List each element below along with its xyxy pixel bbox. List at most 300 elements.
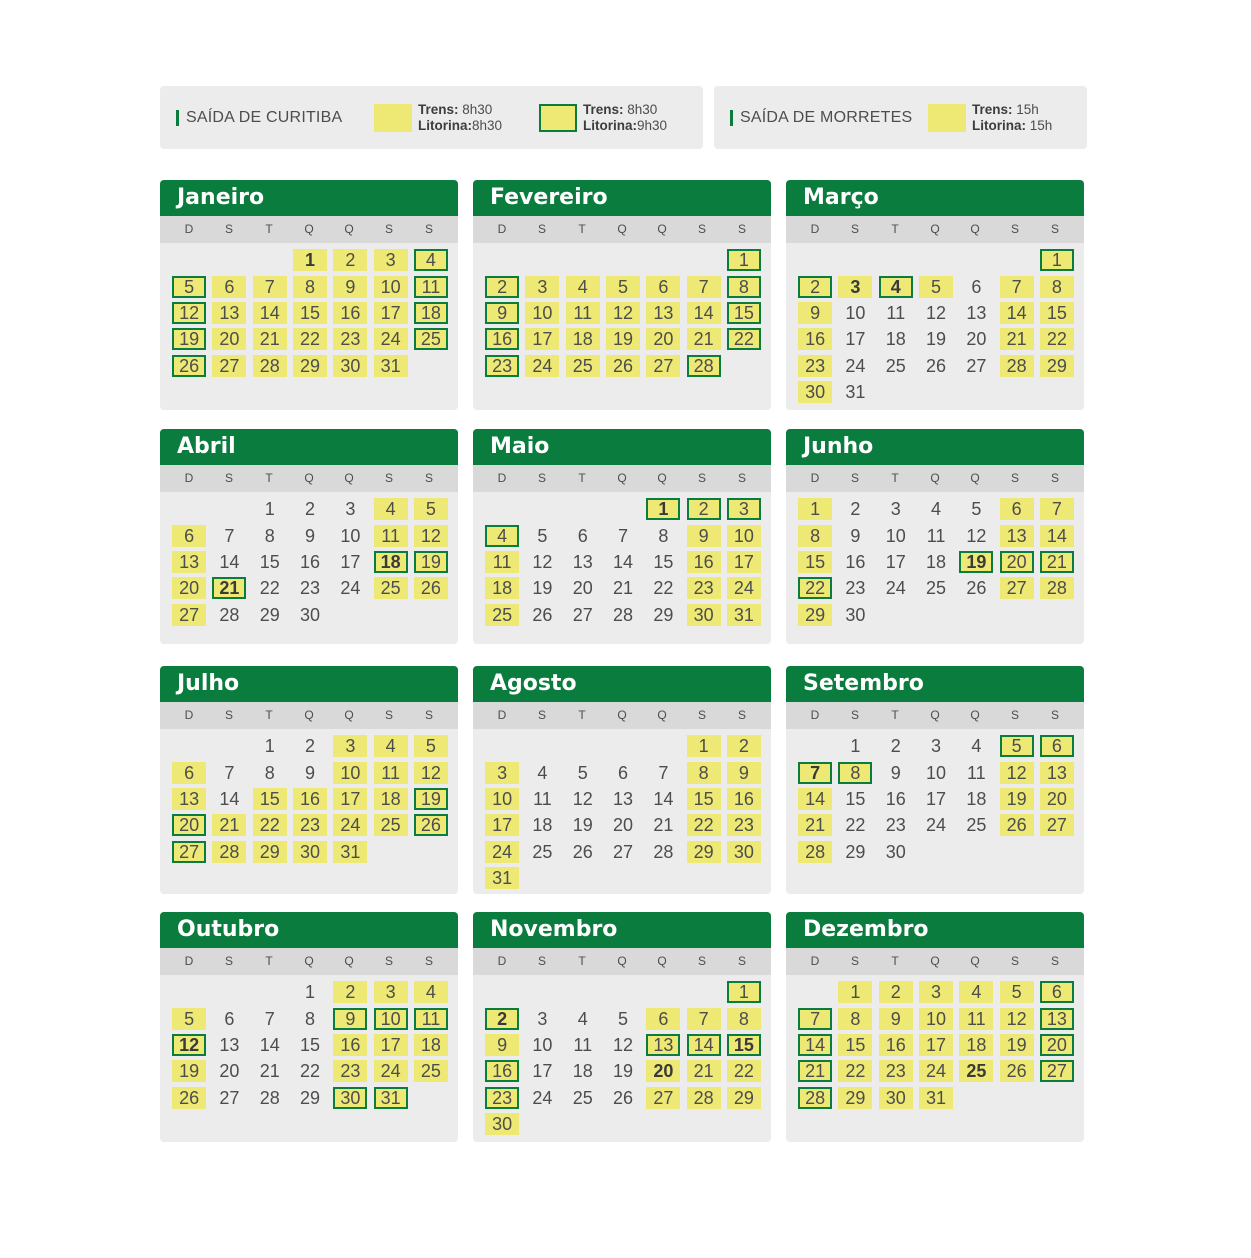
day-number: 4 [414, 981, 448, 1003]
day-cell [169, 549, 209, 575]
day-number: 3 [838, 276, 872, 298]
day-number: 19 [172, 328, 206, 350]
days-grid [786, 729, 1084, 865]
day-number: 27 [1040, 1060, 1074, 1082]
day-cell [250, 812, 290, 838]
day-cell [724, 549, 764, 575]
day-number: 11 [414, 1008, 448, 1030]
day-cell [996, 812, 1036, 838]
day-number: 28 [259, 1087, 280, 1108]
day-cell [1037, 575, 1077, 601]
day-number: 21 [1040, 551, 1074, 573]
day-number: 17 [374, 302, 408, 324]
month-title: Abril [160, 429, 458, 465]
day-cell [876, 575, 916, 601]
day-number: 12 [1000, 1008, 1034, 1030]
day-number: 20 [572, 578, 593, 599]
weekday-label: Q [657, 222, 667, 236]
weekday-label: Q [970, 471, 980, 485]
day-number: 13 [646, 1034, 680, 1056]
day-number: 21 [687, 1060, 721, 1082]
day-cell [795, 522, 835, 548]
day-cell [169, 326, 209, 352]
day-cell [169, 1032, 209, 1058]
day-cell [330, 1032, 370, 1058]
day-number: 14 [653, 788, 674, 809]
day-cell [482, 549, 522, 575]
day-cell [603, 273, 643, 299]
day-cell [290, 733, 330, 759]
day-cell [250, 575, 290, 601]
day-cell [916, 1032, 956, 1058]
day-number: 25 [959, 1060, 993, 1082]
day-number: 14 [1000, 302, 1034, 324]
day-number: 24 [727, 577, 761, 599]
day-cell [876, 1085, 916, 1111]
day-number: 10 [333, 762, 367, 784]
day-cell [330, 326, 370, 352]
day-cell [724, 979, 764, 1005]
day-cell [916, 1005, 956, 1031]
day-number: 10 [374, 276, 408, 298]
day-cell [1037, 759, 1077, 785]
day-cell [643, 786, 683, 812]
weekday-label: S [850, 471, 859, 485]
day-number: 9 [485, 1034, 519, 1056]
day-cell [603, 353, 643, 379]
empty-cell [603, 733, 643, 759]
day-number: 13 [212, 302, 246, 324]
day-cell [169, 812, 209, 838]
day-number: 17 [727, 551, 761, 573]
day-number: 15 [1040, 302, 1074, 324]
day-cell [522, 1005, 562, 1031]
weekday-label: D [184, 708, 194, 722]
day-cell [522, 353, 562, 379]
day-cell [835, 602, 875, 628]
weekday-label: T [891, 954, 899, 968]
day-number: 3 [374, 249, 408, 271]
weekday-label: S [1050, 222, 1059, 236]
month-card-fevereiro [473, 180, 771, 410]
day-cell [996, 522, 1036, 548]
day-cell [603, 326, 643, 352]
day-cell [795, 326, 835, 352]
day-cell [724, 1032, 764, 1058]
day-number: 9 [333, 1008, 367, 1030]
day-number: 18 [926, 551, 947, 572]
day-number: 4 [537, 762, 548, 783]
weekday-label: D [810, 954, 820, 968]
days-grid [473, 975, 771, 1137]
day-number: 20 [1000, 551, 1034, 573]
day-cell [370, 786, 410, 812]
day-cell [795, 353, 835, 379]
day-cell [209, 575, 249, 601]
day-number: 10 [532, 1034, 553, 1055]
weekday-header [786, 948, 1084, 975]
day-number: 9 [798, 302, 832, 324]
legend-curitiba-label: SAÍDA DE CURITIBA [186, 108, 343, 126]
day-number: 10 [727, 525, 761, 547]
day-cell [876, 1058, 916, 1084]
day-cell [411, 549, 451, 575]
day-cell [996, 353, 1036, 379]
day-number: 13 [1000, 525, 1034, 547]
day-cell [603, 812, 643, 838]
day-number: 25 [485, 604, 519, 626]
day-number: 22 [845, 815, 866, 836]
day-cell [795, 1032, 835, 1058]
empty-cell [563, 733, 603, 759]
day-cell [290, 496, 330, 522]
day-number: 16 [300, 551, 321, 572]
day-number: 26 [606, 355, 640, 377]
day-number: 8 [687, 762, 721, 784]
day-cell [603, 522, 643, 548]
day-number: 31 [919, 1087, 953, 1109]
day-number: 4 [931, 499, 942, 520]
month-card-maio [473, 429, 771, 644]
day-cell [683, 1085, 723, 1111]
days-grid [160, 975, 458, 1111]
day-cell [916, 812, 956, 838]
day-cell [1037, 496, 1077, 522]
day-cell [411, 979, 451, 1005]
day-number: 3 [485, 762, 519, 784]
day-cell [835, 273, 875, 299]
day-cell [482, 522, 522, 548]
day-number: 20 [172, 577, 206, 599]
day-cell [563, 786, 603, 812]
day-cell [522, 1085, 562, 1111]
day-number: 17 [532, 1061, 553, 1082]
day-number: 9 [727, 762, 761, 784]
day-number: 14 [259, 1034, 280, 1055]
day-number: 2 [687, 498, 721, 520]
day-number: 3 [333, 735, 367, 757]
day-cell [683, 733, 723, 759]
day-cell [876, 839, 916, 865]
day-cell [1037, 353, 1077, 379]
weekday-label: T [265, 471, 273, 485]
day-cell [522, 273, 562, 299]
legend-curitiba-title [176, 109, 342, 127]
day-number: 7 [224, 762, 235, 783]
day-number: 22 [253, 814, 287, 836]
day-number: 1 [1040, 249, 1074, 271]
day-number: 9 [879, 1008, 913, 1030]
day-number: 16 [293, 788, 327, 810]
day-number: 25 [374, 577, 408, 599]
day-number: 30 [333, 1087, 367, 1109]
day-number: 10 [885, 525, 906, 546]
day-number: 3 [537, 1008, 548, 1029]
weekday-label: T [265, 708, 273, 722]
day-number: 28 [798, 841, 832, 863]
empty-cell [522, 247, 562, 273]
day-number: 23 [798, 355, 832, 377]
day-number: 14 [798, 788, 832, 810]
day-cell [290, 759, 330, 785]
weekday-label: T [578, 471, 586, 485]
month-title: Janeiro [160, 180, 458, 216]
day-cell [876, 733, 916, 759]
day-cell [603, 1032, 643, 1058]
day-number: 25 [885, 355, 906, 376]
day-number: 31 [485, 867, 519, 889]
day-cell [209, 549, 249, 575]
day-cell [250, 1032, 290, 1058]
day-cell [169, 575, 209, 601]
day-number: 12 [926, 302, 947, 323]
day-cell [563, 602, 603, 628]
day-cell [169, 1085, 209, 1111]
weekday-label: D [810, 222, 820, 236]
day-cell [956, 496, 996, 522]
day-cell [835, 812, 875, 838]
day-cell [643, 575, 683, 601]
day-number: 2 [305, 499, 316, 520]
day-cell [835, 353, 875, 379]
day-number: 21 [1000, 328, 1034, 350]
day-number: 9 [890, 762, 901, 783]
day-cell [522, 759, 562, 785]
day-number: 29 [1040, 355, 1074, 377]
day-number: 5 [1000, 735, 1034, 757]
weekday-header [160, 948, 458, 975]
day-number: 18 [414, 302, 448, 324]
day-cell [330, 300, 370, 326]
day-cell [603, 786, 643, 812]
day-cell [956, 300, 996, 326]
day-cell [370, 1032, 410, 1058]
empty-cell [795, 247, 835, 273]
day-cell [683, 786, 723, 812]
day-number: 30 [333, 355, 367, 377]
day-cell [482, 575, 522, 601]
day-number: 5 [1000, 981, 1034, 1003]
day-number: 14 [613, 551, 634, 572]
day-number: 3 [345, 499, 356, 520]
day-number: 5 [919, 276, 953, 298]
day-number: 9 [333, 276, 367, 298]
month-title: Maio [473, 429, 771, 465]
day-number: 22 [727, 328, 761, 350]
month-card-julho [160, 666, 458, 894]
day-number: 16 [879, 1034, 913, 1056]
day-number: 22 [259, 578, 280, 599]
day-cell [209, 786, 249, 812]
weekday-label: T [265, 954, 273, 968]
empty-cell [683, 979, 723, 1005]
weekday-label: T [891, 222, 899, 236]
day-number: 8 [727, 276, 761, 298]
day-cell [876, 759, 916, 785]
weekday-label: Q [304, 708, 314, 722]
day-cell [563, 522, 603, 548]
month-card-marco [786, 180, 1084, 410]
day-number: 18 [532, 815, 553, 836]
day-number: 24 [845, 355, 866, 376]
month-card-janeiro [160, 180, 458, 410]
day-number: 4 [374, 735, 408, 757]
weekday-label: S [537, 954, 546, 968]
weekday-label: Q [657, 471, 667, 485]
day-number: 14 [687, 1034, 721, 1056]
day-cell [996, 273, 1036, 299]
weekday-label: S [1050, 708, 1059, 722]
weekday-label: Q [930, 954, 940, 968]
day-cell [795, 575, 835, 601]
day-number: 9 [305, 762, 316, 783]
day-number: 24 [374, 328, 408, 350]
day-cell [290, 839, 330, 865]
day-cell [996, 759, 1036, 785]
day-number: 16 [485, 328, 519, 350]
day-cell [996, 326, 1036, 352]
month-card-dezembro [786, 912, 1084, 1142]
day-number: 25 [414, 1060, 448, 1082]
empty-cell [250, 979, 290, 1005]
day-cell [169, 759, 209, 785]
day-cell [482, 1085, 522, 1111]
day-number: 3 [890, 499, 901, 520]
day-cell [290, 326, 330, 352]
day-cell [169, 273, 209, 299]
weekday-label: S [537, 708, 546, 722]
day-cell [795, 1085, 835, 1111]
day-cell [290, 1085, 330, 1111]
day-number: 29 [845, 841, 866, 862]
day-number: 25 [966, 815, 987, 836]
day-cell [835, 575, 875, 601]
day-number: 2 [890, 736, 901, 757]
day-cell [956, 979, 996, 1005]
day-cell [1037, 733, 1077, 759]
day-cell [330, 1005, 370, 1031]
empty-cell [169, 496, 209, 522]
day-cell [1037, 1058, 1077, 1084]
day-cell [522, 1032, 562, 1058]
month-card-agosto [473, 666, 771, 894]
day-cell [209, 1032, 249, 1058]
day-cell [290, 575, 330, 601]
day-number: 2 [485, 1008, 519, 1030]
day-cell [250, 522, 290, 548]
day-cell [916, 549, 956, 575]
day-number: 18 [374, 551, 408, 573]
weekday-label: D [497, 954, 507, 968]
day-number: 5 [537, 525, 548, 546]
day-number: 19 [1000, 788, 1034, 810]
day-number: 8 [658, 525, 669, 546]
day-number: 19 [959, 551, 993, 573]
day-cell [330, 353, 370, 379]
day-cell [996, 979, 1036, 1005]
day-cell [683, 602, 723, 628]
day-cell [956, 575, 996, 601]
day-number: 18 [566, 328, 600, 350]
day-number: 21 [259, 1061, 280, 1082]
empty-cell [522, 979, 562, 1005]
day-cell [169, 300, 209, 326]
day-number: 25 [566, 355, 600, 377]
day-number: 19 [172, 1060, 206, 1082]
day-cell [411, 273, 451, 299]
day-cell [563, 1085, 603, 1111]
day-cell [522, 786, 562, 812]
weekday-label: S [850, 222, 859, 236]
day-cell [603, 549, 643, 575]
day-cell [916, 759, 956, 785]
day-number: 30 [845, 604, 866, 625]
day-cell [956, 1005, 996, 1031]
day-number: 4 [414, 249, 448, 271]
day-cell [956, 1058, 996, 1084]
day-cell [169, 602, 209, 628]
day-number: 14 [687, 302, 721, 324]
day-cell [795, 379, 835, 405]
day-number: 29 [653, 604, 674, 625]
weekday-label: Q [657, 708, 667, 722]
day-cell [1037, 522, 1077, 548]
day-cell [290, 273, 330, 299]
day-number: 24 [374, 1060, 408, 1082]
day-cell [683, 353, 723, 379]
day-cell [795, 549, 835, 575]
day-cell [290, 1005, 330, 1031]
day-cell [835, 1032, 875, 1058]
day-cell [370, 812, 410, 838]
day-cell [643, 273, 683, 299]
day-cell [683, 812, 723, 838]
day-number: 13 [1040, 1008, 1074, 1030]
day-cell [411, 575, 451, 601]
day-cell [643, 1085, 683, 1111]
weekday-label: Q [930, 222, 940, 236]
day-number: 25 [572, 1087, 593, 1108]
weekday-label: S [737, 222, 746, 236]
day-cell [683, 839, 723, 865]
day-number: 27 [1040, 814, 1074, 836]
day-cell [290, 549, 330, 575]
day-number: 7 [798, 762, 832, 784]
day-cell [956, 812, 996, 838]
day-number: 2 [850, 499, 861, 520]
weekday-header [160, 216, 458, 243]
day-number: 28 [212, 841, 246, 863]
day-number: 16 [333, 302, 367, 324]
day-cell [482, 1032, 522, 1058]
empty-cell [209, 979, 249, 1005]
day-cell [683, 326, 723, 352]
day-cell [250, 549, 290, 575]
day-cell [1037, 326, 1077, 352]
weekday-label: D [810, 471, 820, 485]
weekday-label: S [224, 954, 233, 968]
day-number: 6 [172, 762, 206, 784]
day-cell [250, 300, 290, 326]
day-cell [290, 353, 330, 379]
weekday-label: Q [617, 708, 627, 722]
day-cell [956, 759, 996, 785]
weekday-label: S [224, 222, 233, 236]
day-cell [370, 733, 410, 759]
day-cell [643, 759, 683, 785]
weekday-label: Q [344, 954, 354, 968]
day-number: 5 [172, 1008, 206, 1030]
